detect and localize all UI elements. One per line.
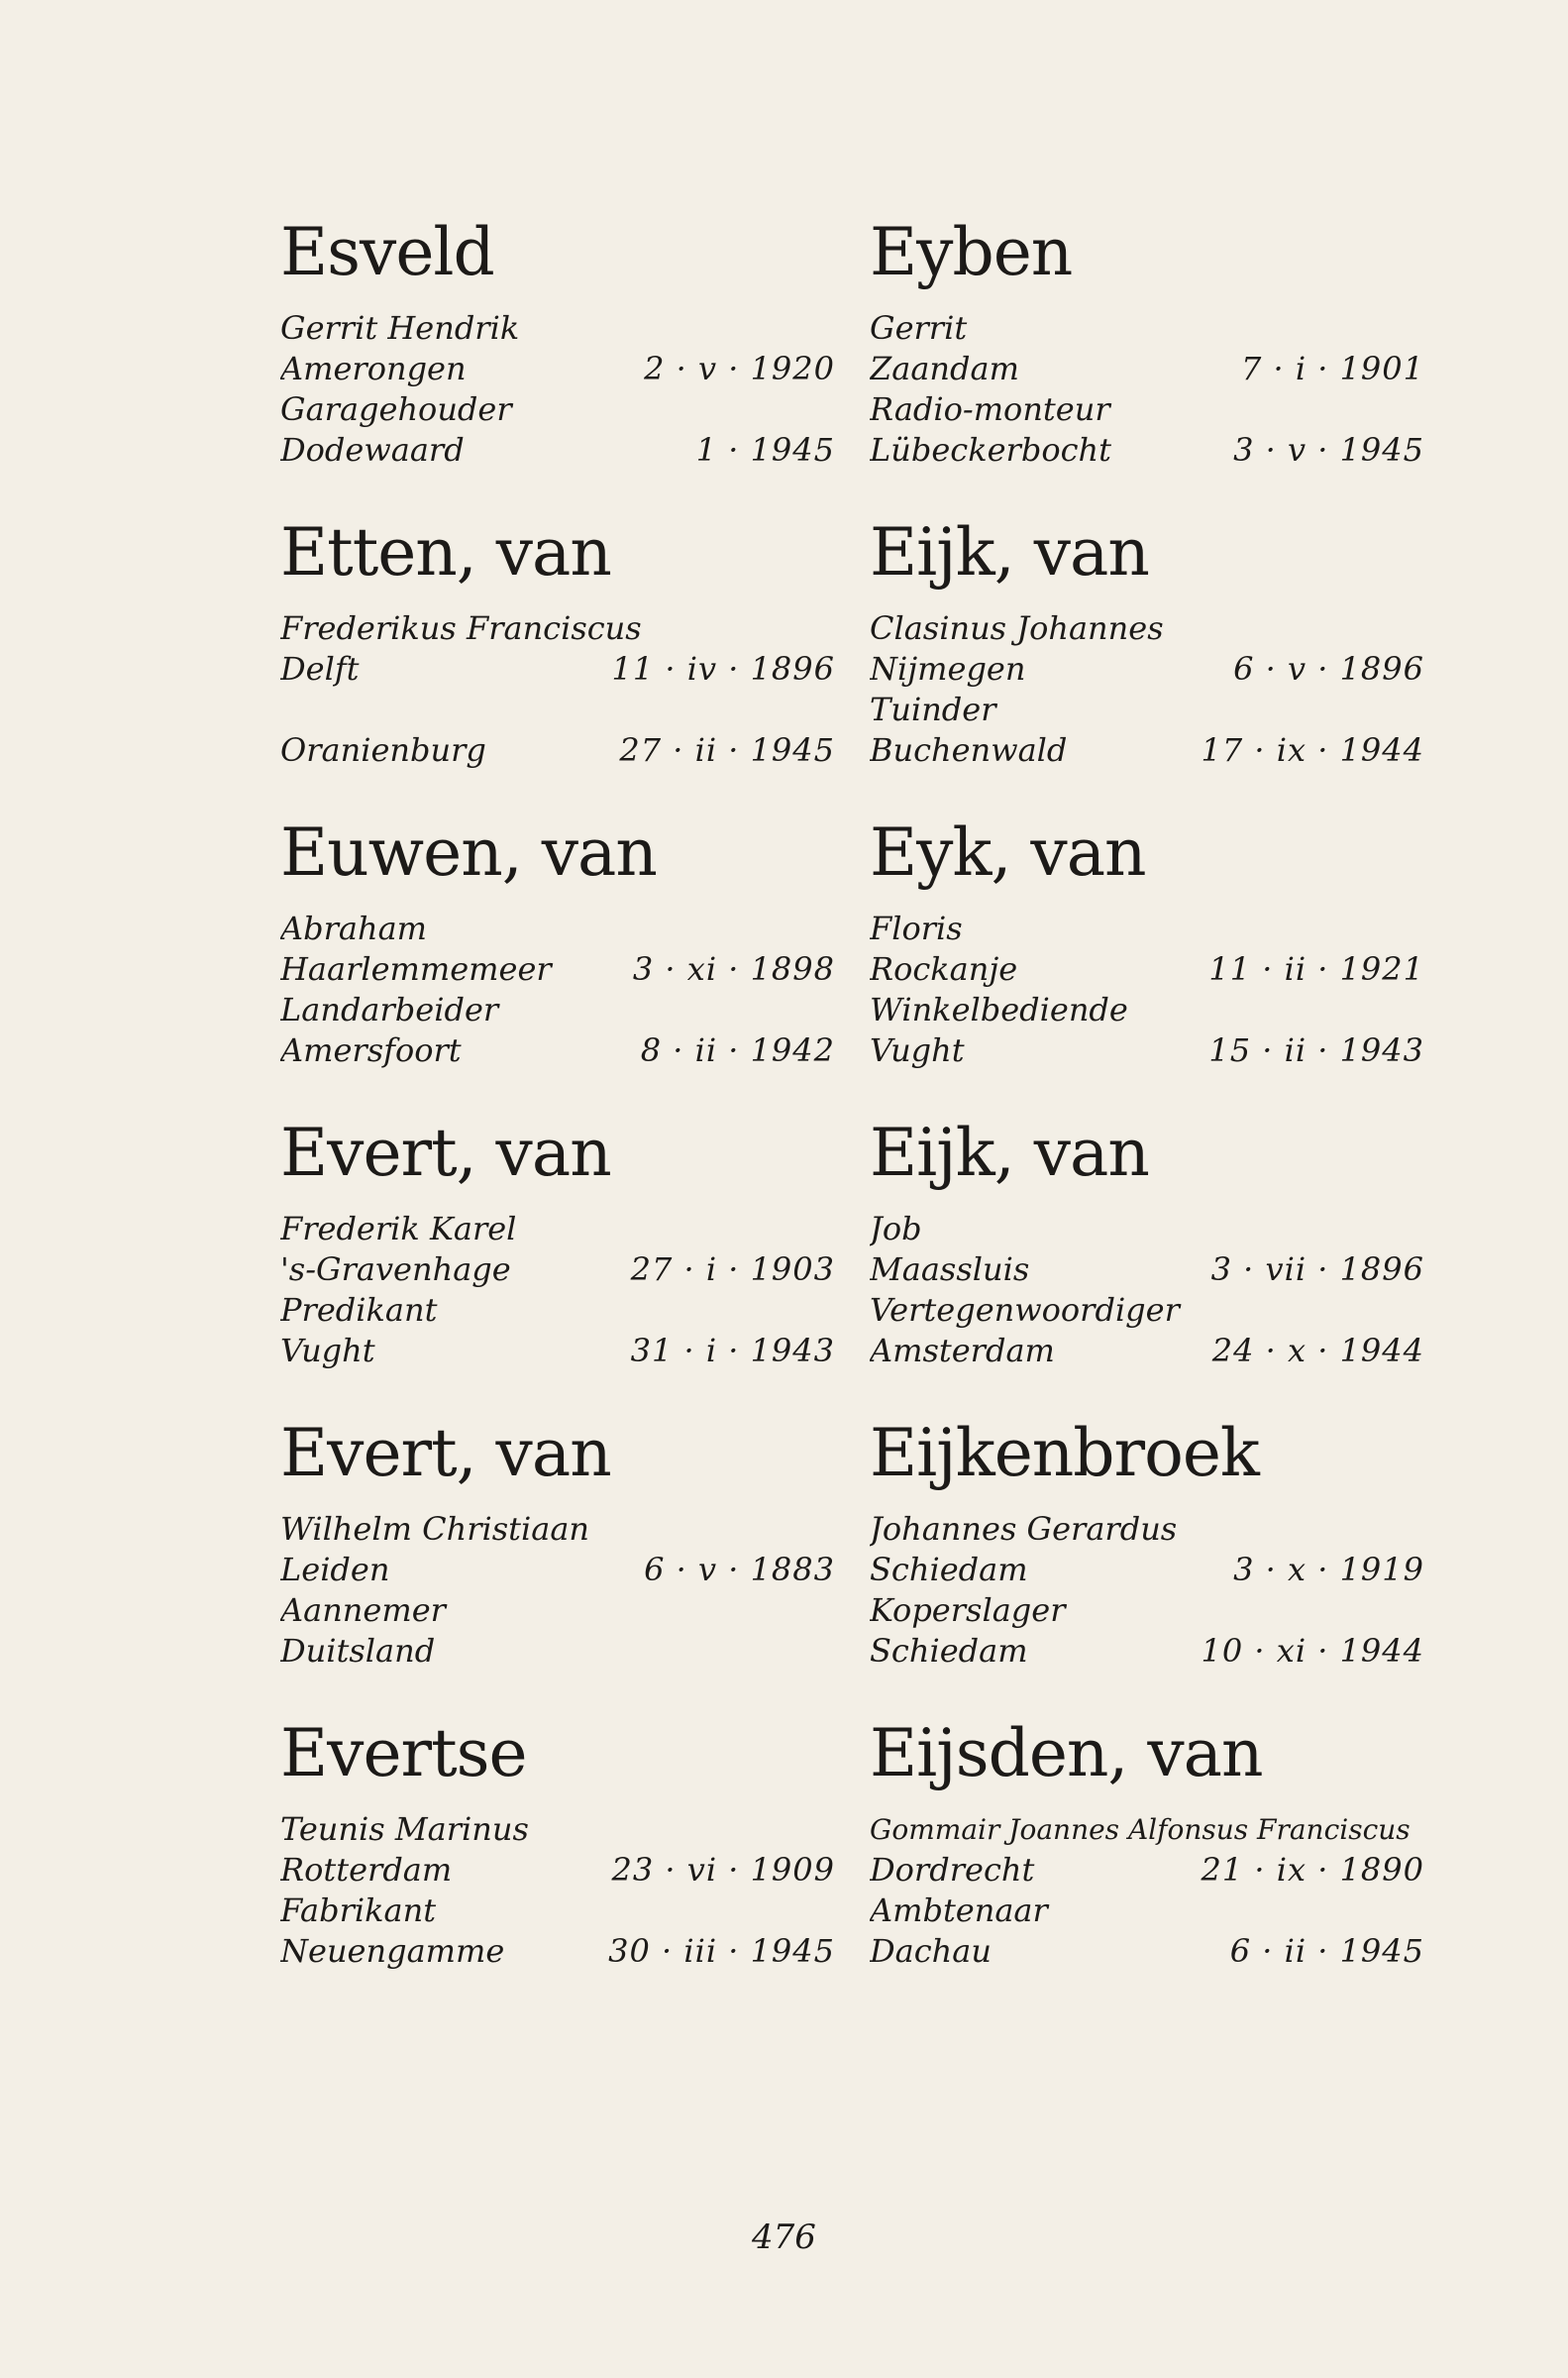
detail-label: Landarbeider [280,991,499,1028]
detail-row [280,1850,835,1891]
person-entry [280,1414,835,1714]
detail-row [280,690,835,730]
detail-row [280,430,835,471]
surname-heading: Eijk, van [870,514,1149,591]
detail-row [280,389,835,430]
detail-label: Dodewaard [280,431,465,469]
detail-label: Vught [870,1031,965,1069]
detail-row [280,1209,835,1249]
detail-row [870,949,1424,990]
detail-label: Gommair Joannes Alfonsus Franciscus [870,1813,1411,1846]
surname-heading: Euwen, van [280,814,657,891]
detail-row [870,649,1424,690]
detail-row [870,1590,1424,1631]
surname-heading: Evert, van [280,1415,611,1491]
detail-label: Gerrit [870,309,968,347]
detail-label: 's-Gravenhage [280,1250,511,1288]
detail-row [870,1850,1424,1891]
detail-label: Abraham [280,910,427,947]
detail-row [280,1509,835,1550]
detail-label: Predikant [280,1291,438,1329]
detail-row [280,1030,835,1071]
person-entry [280,813,835,1114]
detail-row [870,1809,1424,1850]
person-entry [870,1414,1424,1714]
surname-heading: Evertse [280,1715,527,1791]
detail-label: Schiedam [870,1632,1028,1670]
detail-label: Nijmegen [870,650,1026,688]
detail-label: Winkelbediende [870,991,1128,1028]
person-entry [280,513,835,813]
detail-label: Vertegenwoordiger [870,1291,1180,1329]
detail-date: 2 · v · 1920 [644,350,835,387]
detail-date: 1 · 1945 [695,431,835,469]
detail-row [280,1931,835,1972]
detail-row [870,1331,1424,1371]
entry-details [870,1209,1424,1371]
detail-date: 21 · ix · 1890 [1201,1851,1424,1889]
entry-details [280,1809,835,1972]
detail-label: Fabrikant [280,1892,437,1929]
detail-row [870,1209,1424,1249]
detail-date: 15 · ii · 1943 [1208,1031,1424,1069]
detail-row [870,1931,1424,1972]
entry-details [870,909,1424,1071]
detail-date: 11 · iv · 1896 [611,650,835,688]
surname-heading: Eijk, van [870,1115,1149,1191]
detail-label: Frederikus Franciscus [280,609,642,647]
detail-row [280,1631,835,1672]
detail-label: Garagehouder [280,390,512,428]
detail-label: Haarlemmemeer [280,950,552,988]
detail-label: Dachau [870,1932,992,1970]
detail-label: Gerrit Hendrik [280,309,520,347]
detail-label: Amsterdam [870,1332,1055,1369]
detail-row [870,1249,1424,1290]
detail-row [280,1891,835,1931]
detail-row [870,690,1424,730]
detail-row [870,349,1424,389]
detail-row [280,308,835,349]
detail-label: Aannemer [280,1591,446,1629]
detail-label: Leiden [280,1551,390,1588]
detail-label: Rotterdam [280,1851,453,1889]
detail-label: Wilhelm Christiaan [280,1510,589,1548]
detail-label: Tuinder [870,691,996,728]
detail-date: 6 · v · 1896 [1233,650,1424,688]
detail-label: Dordrecht [870,1851,1035,1889]
detail-label: Oranienburg [280,731,486,769]
detail-row [280,1550,835,1590]
detail-label: Ambtenaar [870,1892,1048,1929]
left-column [280,213,835,2014]
entry-details [280,1509,835,1672]
detail-label: Delft [280,650,360,688]
detail-label: Rockanje [870,950,1018,988]
entry-details [870,1509,1424,1672]
detail-date: 30 · iii · 1945 [608,1932,835,1970]
detail-date: 8 · ii · 1942 [640,1031,835,1069]
detail-label: Amerongen [280,350,467,387]
detail-row [870,1509,1424,1550]
detail-date: 7 · i · 1901 [1240,350,1424,387]
detail-date: 6 · v · 1883 [644,1551,835,1588]
entry-details [280,608,835,771]
detail-row [870,1550,1424,1590]
detail-label: Zaandam [870,350,1019,387]
detail-date: 6 · ii · 1945 [1229,1932,1424,1970]
detail-date: 3 · xi · 1898 [632,950,835,988]
detail-row [870,909,1424,949]
person-entry [870,813,1424,1114]
detail-label: Amersfoort [280,1031,462,1069]
detail-row [870,1631,1424,1672]
detail-row [280,608,835,649]
page-number: 476 [752,2217,816,2257]
detail-row [870,1030,1424,1071]
detail-date: 23 · vi · 1909 [611,1851,835,1889]
detail-date: 17 · ix · 1944 [1201,731,1424,769]
right-column [870,213,1424,2014]
detail-row [280,909,835,949]
detail-row [280,730,835,771]
person-entry [870,513,1424,813]
person-entry [870,1114,1424,1414]
detail-label: Floris [870,910,963,947]
detail-row [870,308,1424,349]
detail-row [280,1290,835,1331]
detail-row [870,389,1424,430]
detail-row [280,349,835,389]
detail-row [280,1590,835,1631]
detail-date: 27 · ii · 1945 [619,731,835,769]
detail-label: Johannes Gerardus [870,1510,1178,1548]
detail-date: 24 · x · 1944 [1211,1332,1424,1369]
detail-date: 3 · v · 1945 [1233,431,1424,469]
detail-date: 10 · xi · 1944 [1201,1632,1424,1670]
person-entry [280,1114,835,1414]
surname-heading: Evert, van [280,1115,611,1191]
detail-row [280,949,835,990]
detail-row [280,1249,835,1290]
detail-date: 3 · x · 1919 [1233,1551,1424,1588]
entry-details [870,608,1424,771]
detail-row [870,608,1424,649]
detail-row [870,1891,1424,1931]
detail-label: Teunis Marinus [280,1810,529,1848]
detail-label: Duitsland [280,1632,436,1670]
detail-date: 3 · vii · 1896 [1210,1250,1424,1288]
detail-row [280,649,835,690]
person-entry [870,213,1424,513]
detail-label: Frederik Karel [280,1210,517,1247]
surname-heading: Esveld [280,214,494,290]
detail-label: Maassluis [870,1250,1030,1288]
person-entry [870,1714,1424,2014]
entry-details [870,308,1424,471]
detail-row [280,1331,835,1371]
detail-label: Lübeckerbocht [870,431,1111,469]
detail-row [870,430,1424,471]
surname-heading: Eijkenbroek [870,1415,1259,1491]
entry-details [280,909,835,1071]
detail-label: Buchenwald [870,731,1068,769]
surname-heading: Eyk, van [870,814,1146,891]
detail-label: Schiedam [870,1551,1028,1588]
detail-date: 31 · i · 1943 [630,1332,835,1369]
surname-heading: Eyben [870,214,1073,290]
detail-label: Job [870,1210,922,1247]
surname-heading: Eijsden, van [870,1715,1263,1791]
detail-date: 11 · ii · 1921 [1208,950,1424,988]
entry-details [280,308,835,471]
surname-heading: Etten, van [280,514,611,591]
person-entry [280,213,835,513]
detail-label: Clasinus Johannes [870,609,1164,647]
detail-label: Neuengamme [280,1932,505,1970]
detail-row [870,730,1424,771]
detail-row [280,1809,835,1850]
person-entry [280,1714,835,2014]
entry-details [280,1209,835,1371]
detail-row [870,1290,1424,1331]
detail-label: Radio-monteur [870,390,1110,428]
detail-label: Vught [280,1332,375,1369]
detail-row [870,990,1424,1030]
entry-details [870,1809,1424,1972]
detail-date: 27 · i · 1903 [630,1250,835,1288]
detail-label: Koperslager [870,1591,1066,1629]
detail-row [280,990,835,1030]
